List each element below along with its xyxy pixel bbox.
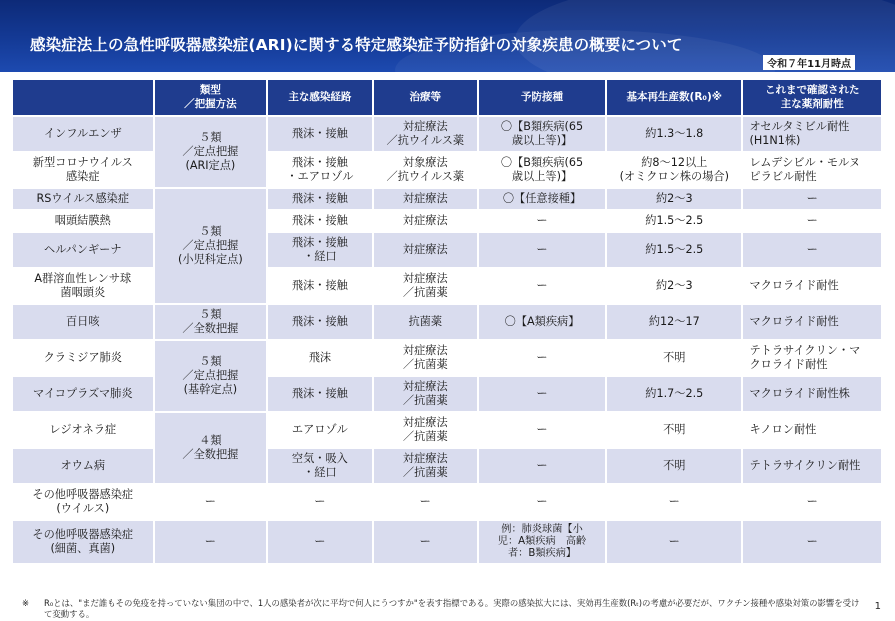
page-number: 1 — [874, 601, 881, 612]
header-classification: 類型 ／把握方法 — [155, 80, 267, 115]
vaccine-cell: ー — [479, 485, 605, 519]
vaccine-cell: 〇【B類疾病(65 歳以上等)】 — [479, 153, 605, 187]
treatment-cell: 対症療法 — [374, 233, 477, 267]
r0-cell: ー — [607, 485, 741, 519]
route-cell: 飛沫・接触 — [268, 377, 371, 411]
resistance-cell: ー — [743, 211, 881, 231]
footnote-text: R₀とは、"まだ誰もその免疫を持っていない集団の中で、1人の感染者が次に平均で何人にうつすか"を表す指標である。実際の感染拡大には、実効再生産数(Rₜ)の考慮が必要だが、ワクチン接種や感染対策の影響を受けて変動する。 — [44, 598, 860, 619]
disease-name: インフルエンザ — [13, 117, 153, 151]
vaccine-cell: 〇【B類疾病(65 歳以上等)】 — [479, 117, 605, 151]
disease-overview-table — [11, 78, 883, 565]
route-cell: 飛沫・接触 — [268, 117, 371, 151]
r0-cell: 約2～3 — [607, 269, 741, 303]
r0-cell: 約8～12以上 (オミクロン株の場合) — [607, 153, 741, 187]
table-row — [13, 305, 881, 339]
classification-cell: ５類 ／定点把握 (小児科定点) — [155, 189, 267, 303]
resistance-cell: テトラサイクリン耐性 — [743, 449, 881, 483]
r0-cell: 約12～17 — [607, 305, 741, 339]
vaccine-cell: 〇【任意接種】 — [479, 189, 605, 209]
disease-name: ヘルパンギーナ — [13, 233, 153, 267]
resistance-cell: テトラサイクリン・マ クロライド耐性 — [743, 341, 881, 375]
vaccine-cell: ー — [479, 449, 605, 483]
route-cell: 飛沫・接触 — [268, 269, 371, 303]
r0-cell: 約2～3 — [607, 189, 741, 209]
treatment-cell: 対症療法 ／抗菌薬 — [374, 341, 477, 375]
table-row — [13, 189, 881, 209]
r0-cell: ー — [607, 521, 741, 563]
table-row — [13, 521, 881, 563]
disease-name: その他呼吸器感染症 (細菌、真菌) — [13, 521, 153, 563]
vaccine-cell: ー — [479, 211, 605, 231]
header-disease — [13, 80, 153, 115]
vaccine-cell: 例：肺炎球菌【小 児：A類疾病 高齢 者：B類疾病】 — [479, 521, 605, 563]
resistance-cell: ー — [743, 521, 881, 563]
table-row — [13, 233, 881, 267]
table-row — [13, 449, 881, 483]
vaccine-cell: ー — [479, 233, 605, 267]
resistance-cell: ー — [743, 233, 881, 267]
route-cell: 飛沫・接触 ・エアロゾル — [268, 153, 371, 187]
vaccine-cell: ー — [479, 413, 605, 447]
route-cell: ー — [268, 521, 371, 563]
vaccine-cell: 〇【A類疾病】 — [479, 305, 605, 339]
disease-name: 新型コロナウイルス 感染症 — [13, 153, 153, 187]
header-vaccine: 予防接種 — [479, 80, 605, 115]
route-cell: 飛沫・接触 — [268, 305, 371, 339]
classification-cell: ５類 ／全数把握 — [155, 305, 267, 339]
header-r0: 基本再生産数(R₀)※ — [607, 80, 741, 115]
disease-name: A群溶血性レンサ球 菌咽頭炎 — [13, 269, 153, 303]
footnote-mark: ※ — [22, 598, 30, 608]
r0-cell: 約1.5～2.5 — [607, 233, 741, 267]
table-row — [13, 153, 881, 187]
disease-name: レジオネラ症 — [13, 413, 153, 447]
r0-cell: 約1.3～1.8 — [607, 117, 741, 151]
route-cell: エアロゾル — [268, 413, 371, 447]
route-cell: 飛沫・接触 — [268, 189, 371, 209]
resistance-cell: マクロライド耐性株 — [743, 377, 881, 411]
resistance-cell: キノロン耐性 — [743, 413, 881, 447]
route-cell: ー — [268, 485, 371, 519]
table-row — [13, 269, 881, 303]
resistance-cell: オセルタミビル耐性 (H1N1株) — [743, 117, 881, 151]
route-cell: 飛沫・接触 — [268, 211, 371, 231]
r0-cell: 約1.7～2.5 — [607, 377, 741, 411]
route-cell: 飛沫 — [268, 341, 371, 375]
treatment-cell: 抗菌薬 — [374, 305, 477, 339]
disease-name: RSウイルス感染症 — [13, 189, 153, 209]
treatment-cell: 対症療法 ／抗菌薬 — [374, 449, 477, 483]
treatment-cell: ー — [374, 521, 477, 563]
as-of-date: 令和７年11月時点 — [763, 55, 855, 70]
table-row — [13, 211, 881, 231]
r0-cell: 約1.5～2.5 — [607, 211, 741, 231]
r0-cell: 不明 — [607, 449, 741, 483]
resistance-cell: レムデシビル・モルヌ ピラビル耐性 — [743, 153, 881, 187]
classification-cell: ー — [155, 485, 267, 519]
treatment-cell: 対症療法 ／抗菌薬 — [374, 377, 477, 411]
resistance-cell: マクロライド耐性 — [743, 305, 881, 339]
disease-overview-table-container — [11, 78, 883, 565]
slide-header — [0, 0, 895, 72]
disease-name: マイコプラズマ肺炎 — [13, 377, 153, 411]
vaccine-cell: ー — [479, 341, 605, 375]
route-cell: 空気・吸入 ・経口 — [268, 449, 371, 483]
disease-name: クラミジア肺炎 — [13, 341, 153, 375]
footnote — [22, 598, 867, 619]
r0-cell: 不明 — [607, 341, 741, 375]
r0-cell: 不明 — [607, 413, 741, 447]
resistance-cell: ー — [743, 485, 881, 519]
treatment-cell: 対症療法 — [374, 189, 477, 209]
disease-name: その他呼吸器感染症 (ウイルス) — [13, 485, 153, 519]
slide-title: 感染症法上の急性呼吸器感染症(ARI)に関する特定感染症予防指針の対象疾患の概要について — [30, 36, 683, 54]
vaccine-cell: ー — [479, 269, 605, 303]
table-row — [13, 413, 881, 447]
resistance-cell: ー — [743, 189, 881, 209]
header-treatment: 治療等 — [374, 80, 477, 115]
treatment-cell: 対象療法 ／抗ウイルス薬 — [374, 153, 477, 187]
classification-cell: ５類 ／定点把握 (基幹定点) — [155, 341, 267, 411]
treatment-cell: 対症療法 ／抗菌薬 — [374, 269, 477, 303]
table-row — [13, 117, 881, 151]
classification-cell: ５類 ／定点把握 (ARI定点) — [155, 117, 267, 187]
treatment-cell: 対症療法 ／抗ウイルス薬 — [374, 117, 477, 151]
table-row — [13, 485, 881, 519]
disease-name: 百日咳 — [13, 305, 153, 339]
treatment-cell: 対症療法 ／抗菌薬 — [374, 413, 477, 447]
classification-cell: ー — [155, 521, 267, 563]
treatment-cell: 対症療法 — [374, 211, 477, 231]
treatment-cell: ー — [374, 485, 477, 519]
classification-cell: ４類 ／全数把握 — [155, 413, 267, 483]
disease-name: オウム病 — [13, 449, 153, 483]
vaccine-cell: ー — [479, 377, 605, 411]
disease-name: 咽頭結膜熱 — [13, 211, 153, 231]
table-header-row — [13, 80, 881, 115]
header-resistance: これまで確認された 主な薬剤耐性 — [743, 80, 881, 115]
route-cell: 飛沫・接触 ・経口 — [268, 233, 371, 267]
resistance-cell: マクロライド耐性 — [743, 269, 881, 303]
header-route: 主な感染経路 — [268, 80, 371, 115]
table-row — [13, 341, 881, 375]
table-row — [13, 377, 881, 411]
